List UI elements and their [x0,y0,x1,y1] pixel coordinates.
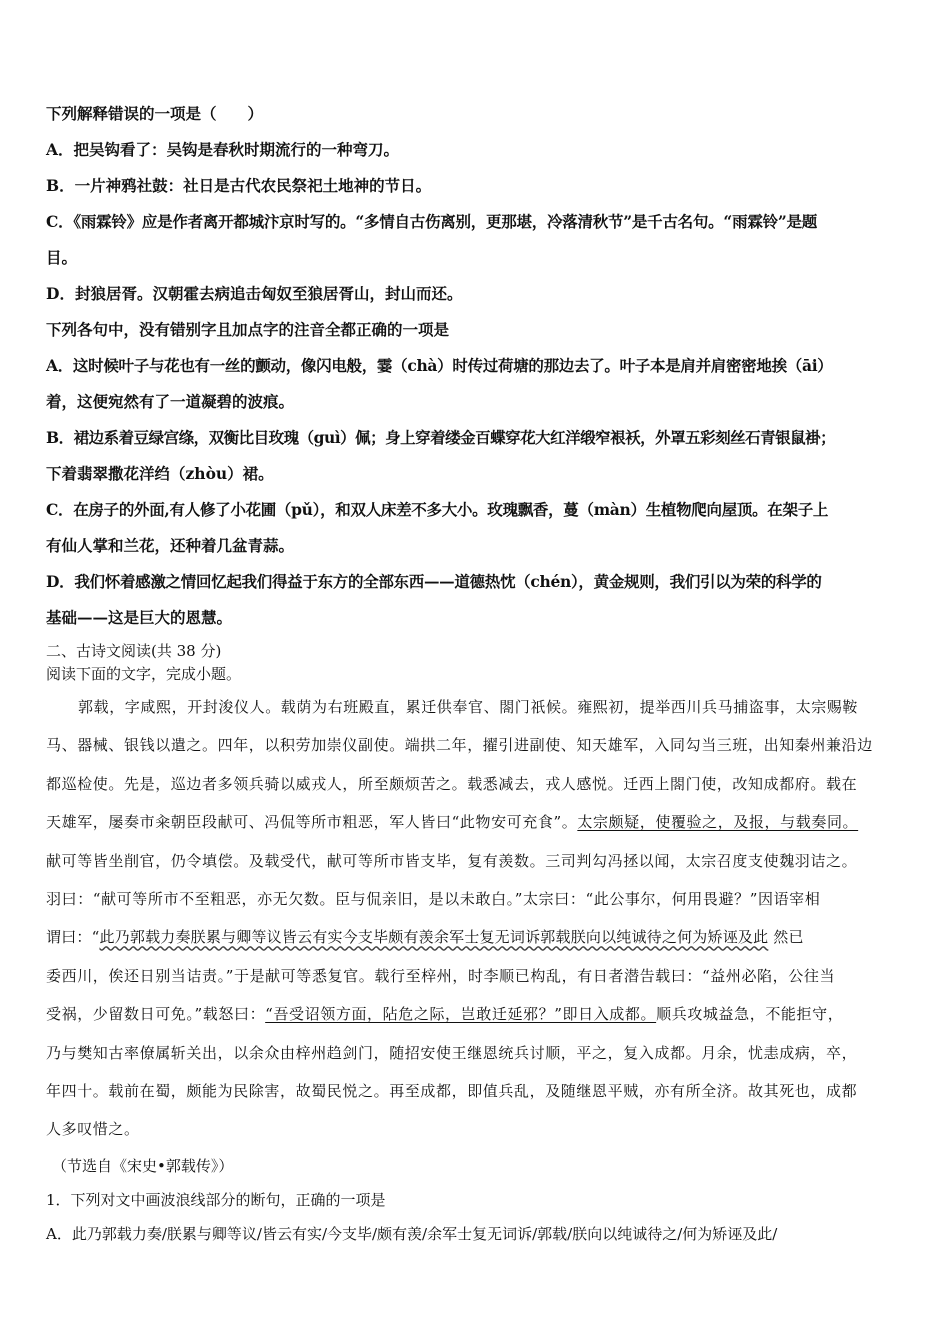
sub-question-1-option-a: A．此乃郭载力奏/朕累与卿等议/皆云有实/今支毕/颇有羡/余军士复无词诉/郭载/朕向以纯诚待之/何为矫诬及此/ [46,1224,778,1243]
passage-line: 马、器械、银钱以遣之。四年，以积劳加崇仪副使。端拱二年，擢引进副使、知天雄军，入同勾当三班，出知秦州兼沿边 [46,736,873,755]
option-b-cont: 下着翡翠撒花洋绉（zhòu）裙。 [46,464,274,483]
option-c-cont: 有仙人掌和兰花，还种着几盆青蒜。 [46,536,295,555]
option-c-cont: 目。 [46,248,78,267]
passage-text: 受祸，少留数日可免。”载怒曰： [46,1005,266,1024]
wavy-underlined-sentence: 此乃郭载力奏朕累与卿等议皆云有实今支毕颇有羡余军士复无词诉郭载朕向以纯诚待之何为矫诬及此 [99,928,769,947]
option-d-cont: 基础——这是巨大的恩慧。 [46,608,233,627]
classical-passage [46,688,908,1149]
exam-page [46,96,908,1251]
question-prompt: 下列各句中，没有错别字且加点字的注音全都正确的一项是 [46,320,450,339]
option-a-cont: 着，这便宛然有了一道凝碧的波痕。 [46,392,295,411]
sub-question-1: 1．下列对文中画波浪线部分的断句，正确的一项是 [46,1190,386,1209]
passage-line: 郭载，字咸熙，开封浚仪人。载荫为右班殿直，累迁供奉官、閤门祇候。雍熙初，提举西川兵马捕盗事，太宗赐鞍 [78,698,859,716]
option-a: A．把吴钩看了：吴钩是春秋时期流行的一种弯刀。 [46,140,400,159]
passage-line: 委西川，俟还日别当诘责。”于是献可等悉复官。载行至梓州，时李顺已构乱，有日者潜告载曰：“益州必陷，公往当 [46,966,836,985]
passage-line: 都巡检使。先是，巡边者多领兵骑以威戎人，所至颇烦苦之。载悉减去，戎人感悦。迁西上閤门使，改知成都府。载在 [46,774,858,793]
passage-line: 年四十。载前在蜀，颇能为民除害，故蜀民悦之。再至成都，即值兵乱，及随继恩平贼，亦有所全济。故其死也，成都 [46,1082,858,1101]
underlined-sentence: 太宗颇疑，使覆验之，及报，与载奏同。 [577,813,859,832]
option-b: B．一片神鸦社鼓：社日是古代农民祭祀土地神的节日。 [46,176,432,195]
passage-line: 乃与樊知古率僚属斩关出，以余众由梓州趋剑门，随招安使王继恩统兵讨顺，平之，复入成都。月余，忧恚成病，卒， [46,1043,858,1062]
section-title: 二、古诗文阅读(共 38 分) [46,642,222,660]
question-block-1 [46,96,908,312]
passage-line: 人多叹惜之。 [46,1120,140,1139]
passage-source: （节选自《宋史•郭载传》） [52,1156,234,1175]
option-d: D．我们怀着感激之情回忆起我们得益于东方的全部东西——道德热忱（chén），黄金规则，我们引以为荣的科学的 [46,572,822,591]
passage-line [46,803,908,841]
option-b: B．裙边系着豆绿宫绦，双衡比目玫瑰（guì）佩；身上穿着缕金百蝶穿花大红洋缎窄裉袄，外罩五彩刻丝石青银鼠褂； [46,428,836,447]
underlined-sentence: “吾受诏领方面，阽危之际，岂敢迁延邪？”即日入成都。 [265,1005,657,1024]
passage-text: 然已 [768,928,804,947]
sub-questions [46,1149,908,1251]
passage-text: 顺兵攻城益急，不能拒守， [656,1005,844,1024]
passage-text: 天雄军，屡奏市籴朝臣段献可、冯侃等所市粗恶，军人皆曰“此物安可充食”。 [46,813,578,832]
question-prompt: 下列解释错误的一项是（ ） [46,104,264,123]
option-a: A．这时候叶子与花也有一丝的颤动，像闪电般，霎（chà）时传过荷塘的那边去了。叶子本是肩并肩密密地挨（āi） [46,356,833,375]
passage-line: 献可等皆坐削官，仍令填偿。及载受代，献可等所市皆支毕，复有羡数。三司判勾冯拯以闻，太宗召度支使魏羽诘之。 [46,851,858,870]
passage-line [46,918,908,956]
option-c: C．《雨霖铃》应是作者离开都城汴京时写的。“多情自古伤离别，更那堪，冷落清秋节”是千古名句。“雨霖铃”是题 [46,212,818,231]
passage-text: 谓曰：“ [46,928,100,947]
passage-line [46,995,908,1033]
option-d: D．封狼居胥。汉朝霍去病追击匈奴至狼居胥山，封山而还。 [46,284,463,303]
option-c: C．在房子的外面,有人修了小花圃（pǔ），和双人床差不多大小。玫瑰飘香，蔓（màn）生植物爬向屋顶。在架子上 [46,500,829,519]
passage-line: 羽曰：“献可等所市不至粗恶，亦无欠数。臣与侃亲旧，是以未敢白。”太宗曰：“此公事尔，何用畏避？”因语宰相 [46,890,821,909]
section-instruction: 阅读下面的文字，完成小题。 [46,665,242,683]
question-block-2 [46,312,908,636]
